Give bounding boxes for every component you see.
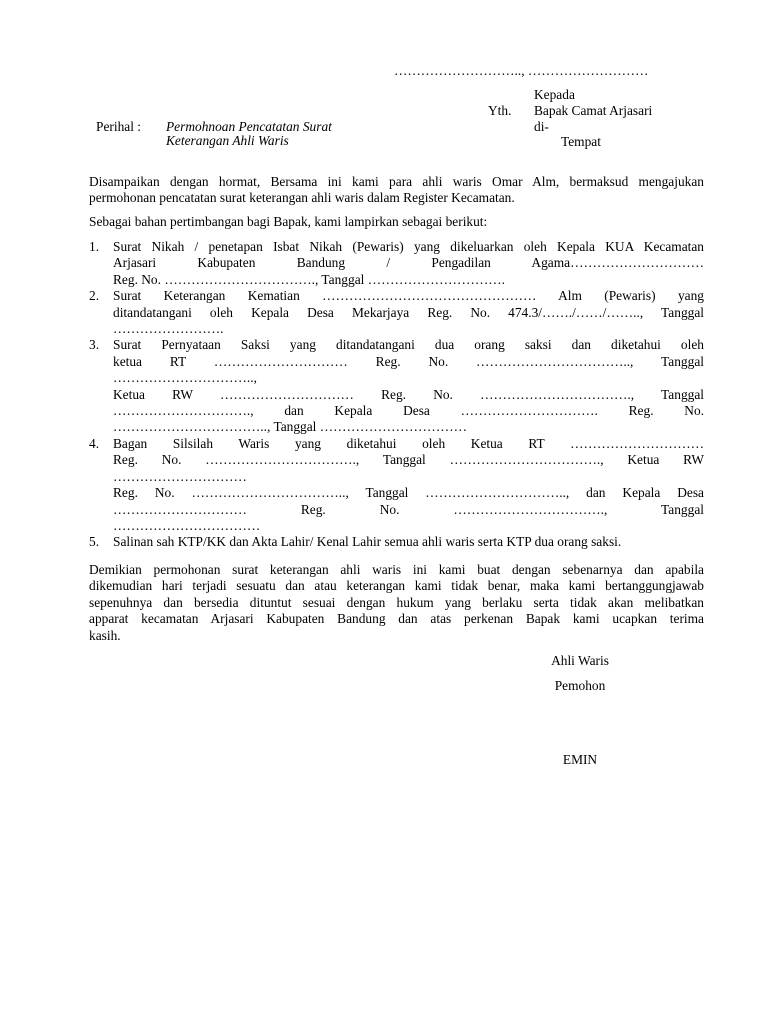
list-item: [89, 436, 704, 534]
list-item-line: ………………………… Reg. No. ……………………………., Tanggal: [113, 501, 704, 517]
list-item-line: ……………………………: [113, 517, 261, 533]
intro-text: Sebagai bahan pertimbangan bagi Bapak, kami lampirkan sebagai berikut:: [89, 214, 488, 229]
list-item-line: …………………….: [113, 321, 224, 337]
addressee-kepada: Kepada: [534, 87, 575, 102]
list-item-line: …………………………..,: [113, 370, 257, 386]
list-item-line: Surat Nikah / penetapan Isbat Nikah (Pewaris) yang dikeluarkan oleh Kepala KUA Kecamatan: [113, 239, 704, 254]
list-item-line: Surat Keterangan Kematian ………………………………………… Alm (Pewaris) yang: [113, 288, 704, 304]
subject-line-1: Permohnoan Pencatatan Surat: [166, 119, 332, 134]
list-item-number: 1.: [89, 239, 100, 254]
list-item-number: 2.: [89, 288, 100, 304]
list-item-line: Ketua RW ………………………… Reg. No. ……………………………., Tanggal: [113, 386, 704, 402]
closing-paragraph: [89, 562, 704, 644]
list-item-line: …………………………….., Tanggal ……………………………: [113, 419, 468, 435]
addressee-name: Bapak Camat Arjasari: [534, 103, 653, 118]
list-item-line: ketua RT ………………………… Reg. No. …………………………….., Tanggal: [113, 353, 704, 369]
closing-line: kasih.: [89, 627, 121, 643]
closing-line: dikemudian hari terjadi sesuatu dan atau keterangan kami tidak benar, maka kami bertanggungjawab: [89, 578, 704, 594]
list-item-line: ditandatangani oleh Kepala Desa Mekarjaya Reg. No. 474.3/……./……/…….., Tanggal: [113, 304, 704, 320]
list-item: [89, 239, 704, 288]
closing-line: Demikian permohonan surat keterangan ahli waris ini kami buat dengan sebenarnya dan apabila: [89, 562, 704, 577]
list-item-line: Salinan sah KTP/KK dan Akta Lahir/ Kenal Lahir semua ahli waris serta KTP dua orang saksi.: [113, 534, 622, 550]
closing-line: sepenuhnya dan bersedia dituntut sesuai dengan hukum yang berlaku serta tidak akan melibatkan: [89, 594, 704, 610]
signature-role: Ahli Waris: [551, 653, 609, 668]
addressee-di: di-: [534, 119, 549, 134]
addressee-tempat: Tempat: [561, 134, 601, 149]
list-item-line: Reg. No. ……………………………., Tanggal ……………………………., Ketua RW: [113, 452, 704, 468]
list-item-number: 3.: [89, 337, 100, 353]
list-item-line: Reg. No. …………………………….., Tanggal ………………………….., dan Kepala Desa: [113, 485, 704, 501]
addressee-yth: Yth.: [488, 103, 512, 118]
signature-label: Pemohon: [554, 678, 606, 693]
list-item-line: Bagan Silsilah Waris yang diketahui oleh Ketua RT …………………………: [113, 435, 704, 451]
list-item-line: Surat Pernyataan Saksi yang ditandatangani dua orang saksi dan diketahui oleh: [113, 337, 704, 353]
subject-label: Perihal :: [96, 119, 141, 134]
closing-line: apparat kecamatan Arjasari Kabupaten Bandung dan atas perkenan Bapak kami ucapkan terima: [89, 611, 704, 627]
list-item: [89, 534, 704, 550]
list-item-number: 5.: [89, 534, 100, 550]
subject-line-2: Keterangan Ahli Waris: [166, 133, 289, 148]
opening-paragraph: [89, 174, 704, 207]
list-item-line: …………………………: [113, 468, 247, 484]
list-item: [89, 337, 704, 435]
attachment-list: [89, 239, 704, 551]
list-item-line: Reg. No. ……………………………., Tanggal ………………………….: [113, 271, 505, 287]
opening-line-2: permohonan pencatatan surat keterangan ahli waris dalam Register Kecamatan.: [89, 190, 515, 206]
signature-name: EMIN: [562, 752, 598, 767]
list-item: [89, 288, 704, 337]
list-item-line: Arjasari Kabupaten Bandung / Pengadilan Agama…………………………: [113, 255, 704, 271]
opening-line-1: Disampaikan dengan hormat, Bersama ini kami para ahli waris Omar Alm, bermaksud mengajukan: [89, 174, 704, 189]
place-date-line: ……………………….., ………………………: [394, 63, 649, 78]
list-item-number: 4.: [89, 435, 100, 451]
list-item-line: …………………………., dan Kepala Desa …………………………. Reg. No.: [113, 403, 704, 419]
